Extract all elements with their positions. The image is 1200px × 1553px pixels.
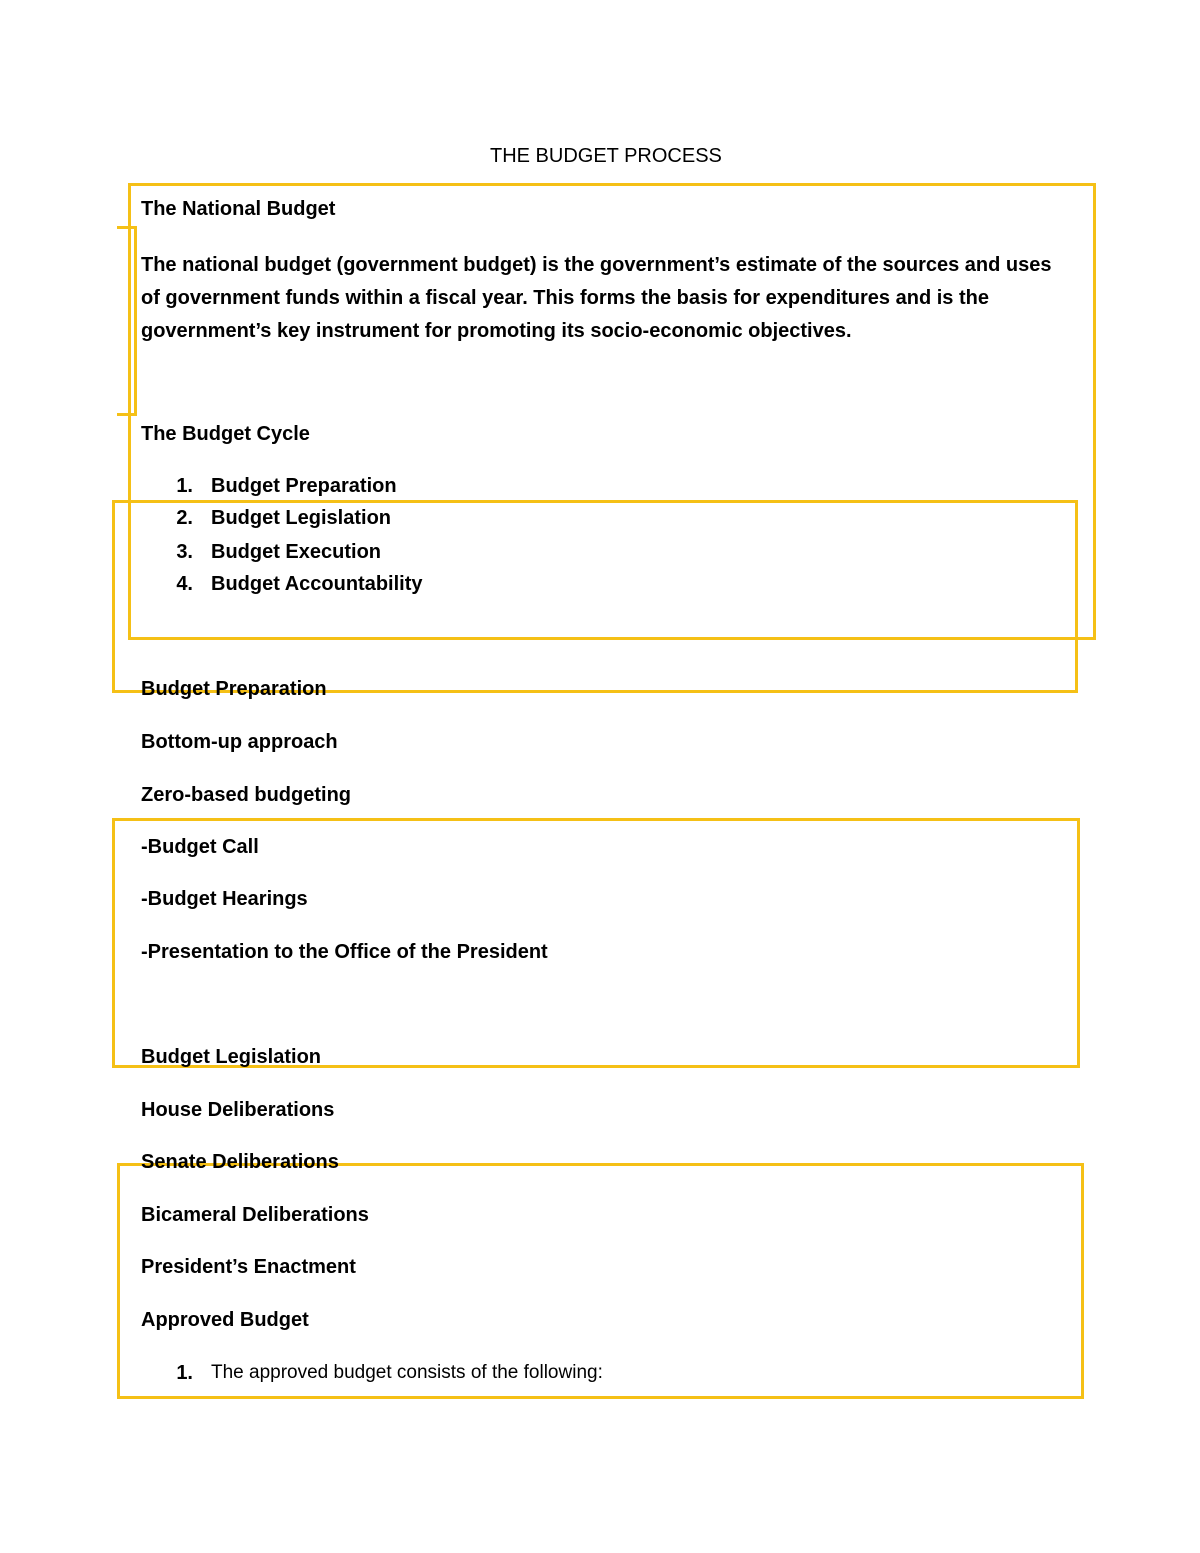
list-number: 2. bbox=[176, 507, 193, 529]
list-number: 1. bbox=[176, 475, 193, 497]
preparation-line: -Budget Call bbox=[141, 836, 259, 858]
legislation-line: House Deliberations bbox=[141, 1099, 335, 1121]
legislation-line: Senate Deliberations bbox=[141, 1151, 339, 1173]
section-heading-budget-legislation: Budget Legislation bbox=[141, 1046, 321, 1068]
preparation-line: -Presentation to the Office of the President bbox=[141, 941, 548, 963]
section-heading-national-budget: The National Budget bbox=[141, 198, 336, 220]
list-item: Budget Legislation bbox=[211, 507, 391, 529]
preparation-line: -Budget Hearings bbox=[141, 888, 308, 910]
legislation-line: Bicameral Deliberations bbox=[141, 1204, 369, 1226]
list-number: 4. bbox=[176, 573, 193, 595]
list-number: 1. bbox=[176, 1362, 193, 1384]
list-number: 3. bbox=[176, 541, 193, 563]
list-item: Budget Accountability bbox=[211, 573, 423, 595]
preparation-line: Zero-based budgeting bbox=[141, 784, 351, 806]
section-heading-budget-preparation: Budget Preparation bbox=[141, 678, 327, 700]
section-heading-budget-cycle: The Budget Cycle bbox=[141, 423, 310, 445]
legislation-line: President’s Enactment bbox=[141, 1256, 356, 1278]
approved-budget-list-item: The approved budget consists of the following: bbox=[211, 1362, 603, 1383]
page-title: THE BUDGET PROCESS bbox=[490, 145, 722, 167]
list-item: Budget Execution bbox=[211, 541, 382, 563]
preparation-line: Bottom-up approach bbox=[141, 731, 338, 753]
legislation-line: Approved Budget bbox=[141, 1309, 309, 1331]
national-budget-paragraph: The national budget (government budget) is the government’s estimate of the sources and uses of government funds within a fiscal year. This forms the basis for expenditures and is the government’s key instrument for promoting its socio-economic objectives. bbox=[141, 254, 1052, 342]
list-item: Budget Preparation bbox=[211, 475, 397, 497]
